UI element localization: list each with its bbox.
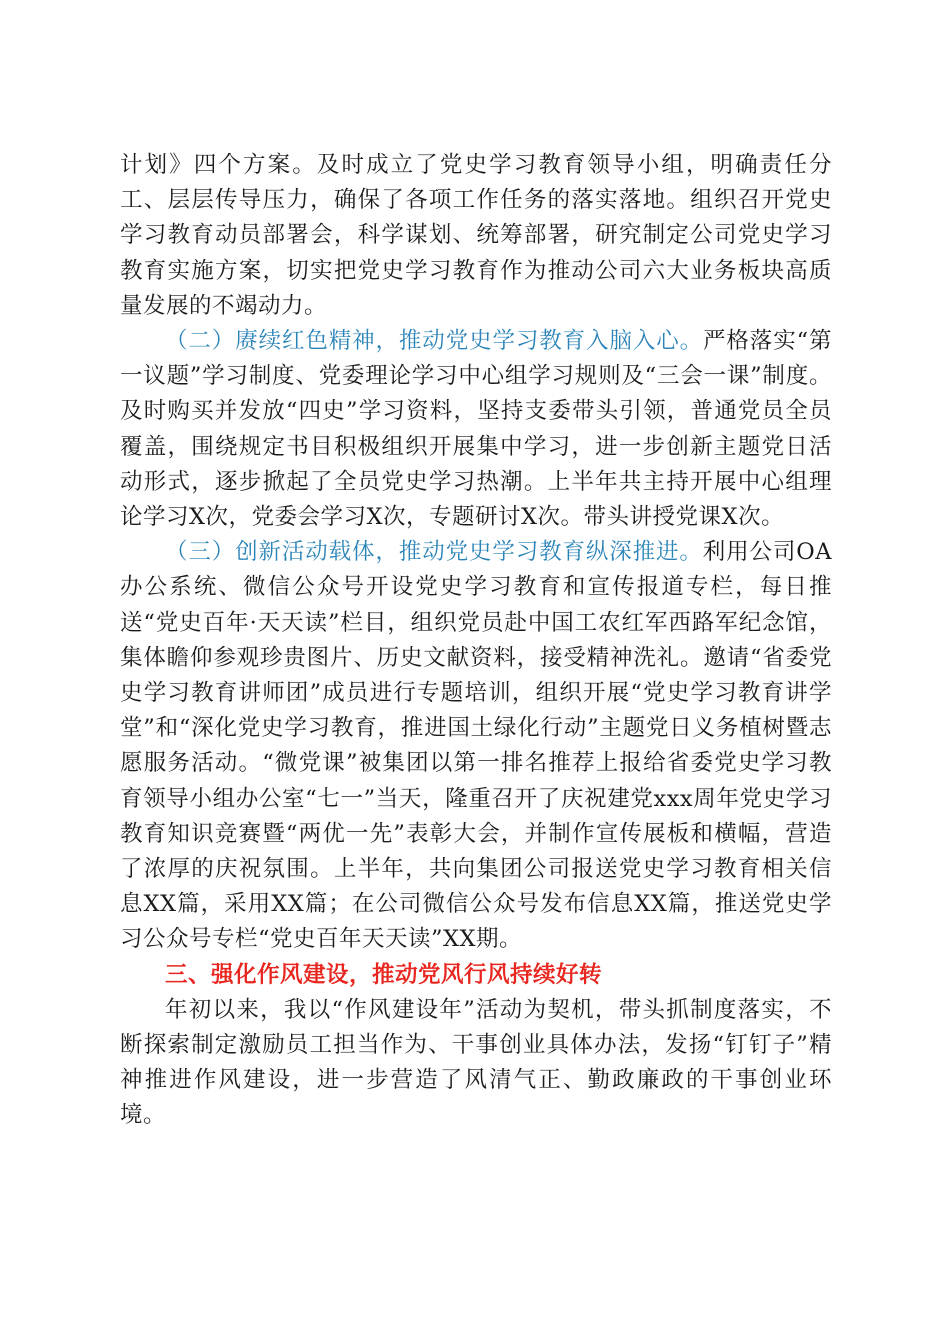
paragraph-red-spirit-body: 严格落实“第一议题”学习制度、党委理论学习中心组学习规则及“三会一课”制度。及时购买并发放“四史”学习资料，坚持支委带头引领，普通党员全员覆盖，围绕规定书目积极组织开展集中学习，进一步创新主题党日活动形式，逐步掀起了全员党史学习热潮。上半年共主持开展中心组理论学习X次，党委会学习X次，专题研讨X次。带头讲授党课X次。 bbox=[120, 328, 832, 531]
sub-heading-activity-carriers: （三）创新活动载体，推动党史学习教育纵深推进。 bbox=[165, 539, 703, 566]
paragraph-red-spirit bbox=[120, 324, 832, 535]
paragraph-plan-summary: 计划》四个方案。及时成立了党史学习教育领导小组，明确责任分工、层层传导压力，确保了各项工作任务的落实落地。组织召开党史学习教育动员部署会，科学谋划、统筹部署，研究制定公司党史学习教育实施方案，切实把党史学习教育作为推动公司六大业务板块高质量发展的不竭动力。 bbox=[120, 152, 832, 319]
sub-heading-red-spirit: （二）赓续红色精神，推动党史学习教育入脑入心。 bbox=[165, 328, 704, 355]
section-heading-work-style: 三、强化作风建设，推动党风行风持续好转 bbox=[165, 961, 603, 988]
paragraph-work-style: 年初以来，我以“作风建设年”活动为契机，带头抓制度落实，不断探索制定激励员工担当作为、干事创业具体办法，发扬“钉钉子”精神推进作风建设，进一步营造了风清气正、勤政廉政的干事创业环境。 bbox=[120, 996, 832, 1129]
document-page bbox=[120, 148, 832, 1134]
paragraph-activity-carriers-body: 利用公司OA办公系统、微信公众号开设党史学习教育和宣传报道专栏，每日推送“党史百年·天天读”栏目，组织党员赴中国工农红军西路军纪念馆，集体瞻仰参观珍贵图片、历史文献资料，接受精神洗礼。邀请“省委党史学习教育讲师团”成员进行专题培训，组织开展“党史学习教育讲学堂”和“深化党史学习教育，推进国土绿化行动”主题党日义务植树暨志愿服务活动。“微党课”被集团以第一排名推荐上报给省委党史学习教育领导小组办公室“七一”当天，隆重召开了庆祝建党xxx周年党史学习教育知识竞赛暨“两优一先”表彰大会，并制作宣传展板和横幅，营造了浓厚的庆祝氛围。上半年，共向集团公司报送党史学习教育相关信息XX篇，采用XX篇；在公司微信公众号发布信息XX篇，推送党史学习公众号专栏“党史百年天天读”XX期。 bbox=[120, 539, 832, 953]
paragraph-activity-carriers bbox=[120, 535, 832, 957]
